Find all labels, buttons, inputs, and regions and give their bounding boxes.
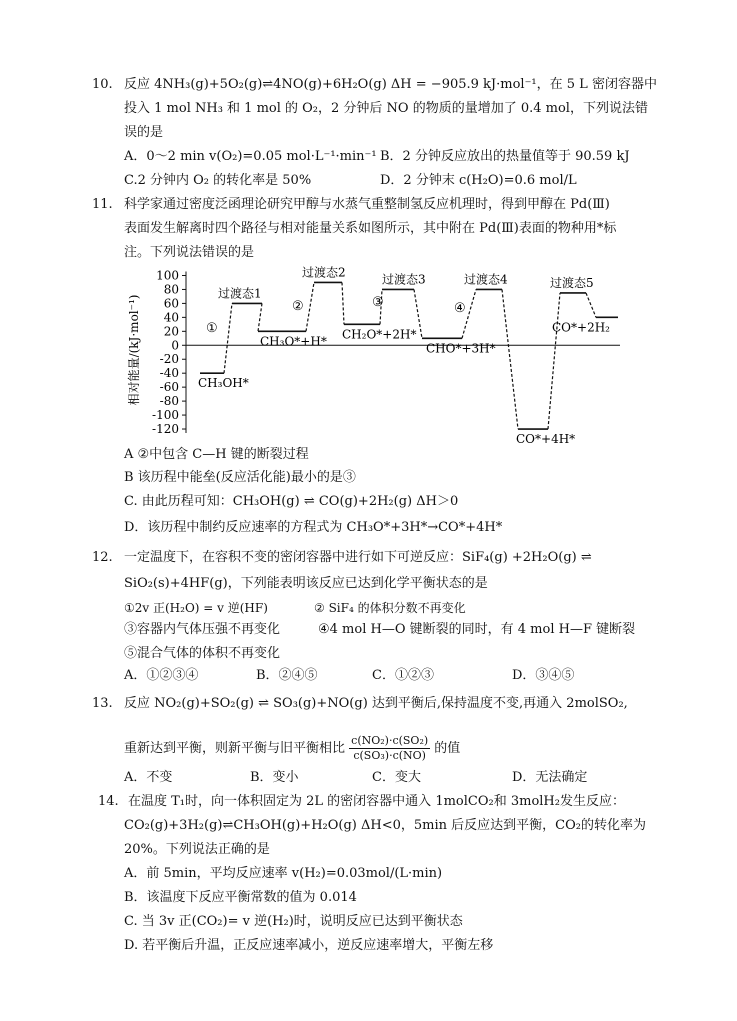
q12-number: 12. — [92, 550, 113, 565]
q12-option-b: B．②④⑤ — [256, 668, 318, 683]
y-tick-label-0: 100 — [156, 268, 179, 283]
q13-option-d: D．无法确定 — [512, 770, 588, 785]
q12-choice-3: ③容器内气体压强不再变化 — [124, 622, 281, 637]
energy-connector-7 — [502, 289, 518, 429]
step-label-3: ④ — [454, 301, 466, 316]
q14-stem-line1: 在温度 T₁时，向一体积固定为 2L 的密闭容器中通入 1molCO₂和 3molH₂发生反应： — [128, 794, 625, 809]
y-tick-label-3: 40 — [163, 310, 179, 325]
q13-option-b: B．变小 — [250, 770, 299, 785]
point-label-6: CHO*+3H* — [426, 341, 496, 356]
step-label-0: ① — [206, 321, 218, 336]
point-label-1: 过渡态1 — [218, 286, 262, 301]
energy-connector-2 — [306, 282, 314, 331]
point-label-8: CO*+4H* — [516, 432, 576, 447]
y-tick-label-8: -60 — [159, 380, 179, 395]
q11-stem-line1: 科学家通过密度泛函理论研究甲醇与水蒸气重整制氢反应机理时，得到甲醇在 Pd(Ⅲ) — [124, 197, 610, 212]
q11-option-a: A ②中包含 C—H 键的断裂过程 — [124, 447, 309, 462]
q13-option-a: A．不变 — [124, 770, 173, 785]
y-tick-label-11: -120 — [152, 422, 179, 437]
point-label-7: 过渡态4 — [464, 272, 508, 287]
point-label-10: CO*+2H₂ — [552, 320, 610, 335]
q11-stem-line2: 表面发生解离时四个路径与相对能量关系如图所示，其中附在 Pd(Ⅲ)表面的物种用*标 — [124, 221, 617, 236]
chart-step-labels — [206, 295, 466, 336]
q10-option-c: C.2 分钟内 O₂ 的转化率是 50% — [124, 173, 312, 188]
q13-stem-line2-tail: 的值 — [434, 741, 461, 756]
chart-y-ticks — [152, 268, 186, 436]
q13-stem-line2 — [124, 734, 460, 763]
q11-stem-line3: 注。下列说法错误的是 — [124, 245, 255, 260]
q10-option-a: A．0～2 min v(O₂)=0.05 mol·L⁻¹·min⁻¹ — [124, 149, 377, 164]
q12-option-d: D．③④⑤ — [512, 668, 575, 683]
q13-fraction-denominator: c(SO₃)·c(NO) — [353, 749, 426, 762]
q12-stem-line2: SiO₂(s)+4HF(g)，下列能表明该反应已达到化学平衡状态的是 — [124, 576, 488, 591]
q14-number: 14. — [98, 794, 119, 809]
q12-choice-5: ⑤混合气体的体积不再变化 — [124, 646, 281, 661]
q14-option-a: A．前 5min，平均反应速率 v(H₂)=0.03mol/(L·min) — [124, 866, 443, 881]
q10-number: 10. — [92, 77, 113, 92]
q13-fraction-numerator: c(NO₂)·c(SO₂) — [351, 734, 429, 747]
y-tick-label-9: -80 — [159, 394, 179, 409]
q14-option-c: C. 当 3v 正(CO₂)= v 逆(H₂)时，说明反应已达到平衡状态 — [124, 914, 463, 929]
q13-option-c: C．变大 — [372, 770, 421, 785]
q10-stem-line1: 反应 4NH₃(g)+5O₂(g)⇌4NO(g)+6H₂O(g) ΔH = −905.9 kJ·mol⁻¹，在 5 L 密闭容器中 — [124, 77, 657, 92]
point-label-4: CH₂O*+2H* — [342, 327, 417, 342]
point-label-9: 过渡态5 — [550, 275, 594, 290]
q12-option-a: A．①②③④ — [124, 668, 199, 683]
y-tick-label-6: -20 — [159, 352, 179, 367]
y-tick-label-7: -40 — [159, 366, 179, 381]
energy-connector-9 — [586, 293, 596, 317]
q12-choice-4: ④4 mol H—O 键断裂的同时，有 4 mol H—F 键断裂 — [318, 622, 636, 637]
q14-stem-line3: 20%。下列说法正确的是 — [124, 842, 270, 857]
point-label-2: CH₃O*+H* — [260, 334, 327, 349]
q14-stem-line2: CO₂(g)+3H₂(g)⇌CH₃OH(g)+H₂O(g) ΔH<0，5min 后反应达到平衡，CO₂的转化率为 — [124, 818, 646, 833]
q12-choice-1: ①2v 正(H₂O) = v 逆(HF) — [124, 601, 268, 615]
energy-diagram-chart — [120, 260, 630, 450]
y-tick-label-10: -100 — [152, 408, 179, 423]
q11-number: 11. — [92, 197, 113, 212]
point-label-0: CH₃OH* — [198, 376, 249, 391]
q13-fraction — [349, 734, 430, 763]
energy-connector-8 — [548, 293, 560, 429]
q14-option-d: D. 若平衡后升温，正反应速率减小，逆反应速率增大，平衡左移 — [124, 938, 494, 953]
q11-option-b: B 该历程中能垒(反应活化能)最小的是③ — [124, 470, 356, 485]
q11-option-c: C. 由此历程可知：CH₃OH(g) ⇌ CO(g)+2H₂(g) ΔH＞0 — [124, 494, 459, 509]
q10-option-d: D．2 分钟末 c(H₂O)=0.6 mol/L — [380, 173, 577, 188]
chart-y-axis-label: 相对能量/(kJ·mol⁻¹) — [127, 294, 141, 406]
step-label-2: ③ — [372, 295, 384, 310]
q12-option-c: C．①②③ — [372, 668, 434, 683]
chart-series — [200, 282, 618, 429]
q14-option-b: B．该温度下反应平衡常数的值为 0.014 — [124, 890, 357, 905]
y-tick-label-2: 60 — [163, 296, 179, 311]
q12-stem-line1: 一定温度下，在容积不变的密闭容器中进行如下可逆反应：SiF₄(g) +2H₂O(g) ⇌ — [124, 550, 592, 565]
point-label-3: 过渡态2 — [302, 265, 346, 280]
point-label-5: 过渡态3 — [382, 272, 426, 287]
energy-connector-3 — [342, 282, 344, 324]
q12-choice-2: ② SiF₄ 的体积分数不再变化 — [314, 601, 466, 615]
q11-option-d: D．该历程中制约反应速率的方程式为 CH₃O*+3H*→CO*+4H* — [124, 520, 503, 535]
q10-option-b: B．2 分钟反应放出的热量值等于 90.59 kJ — [380, 149, 630, 164]
q10-stem-line2: 投入 1 mol NH₃ 和 1 mol 的 O₂，2 分钟后 NO 的物质的量增加了 0.4 mol，下列说法错 — [124, 101, 648, 116]
y-tick-label-5: 0 — [171, 338, 179, 353]
y-tick-label-4: 20 — [163, 324, 179, 339]
energy-connector-0 — [224, 303, 232, 373]
y-tick-label-1: 80 — [163, 282, 179, 297]
q13-stem-line2-text: 重新达到平衡，则新平衡与旧平衡相比 — [124, 741, 346, 756]
q13-number: 13. — [92, 696, 113, 711]
energy-connector-1 — [258, 303, 262, 331]
step-label-1: ② — [292, 299, 304, 314]
q13-stem-line1: 反应 NO₂(g)+SO₂(g) ⇌ SO₃(g)+NO(g) 达到平衡后,保持温度不变,再通入 2molSO₂, — [124, 696, 628, 711]
q10-stem-line3: 误的是 — [124, 125, 164, 140]
